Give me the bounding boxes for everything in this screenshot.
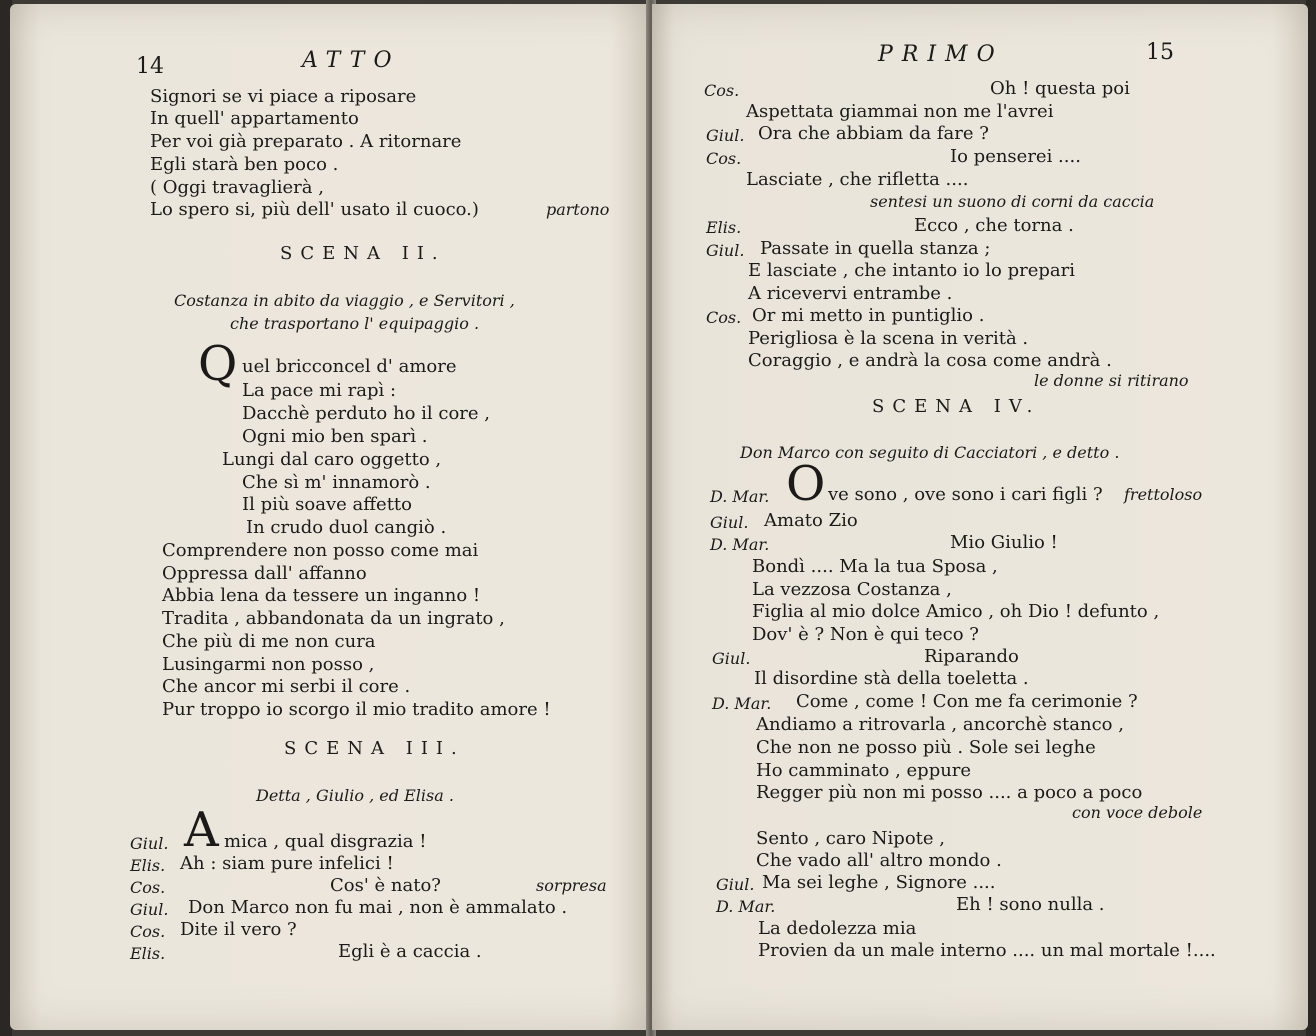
drop-initial: Q [198, 336, 238, 392]
dialogue-text: Aspettata giammai non me l'avrei [746, 101, 1054, 122]
text-line: ( Oggi travaglierà , [150, 177, 324, 198]
dialogue-text: Ma sei leghe , Signore .... [762, 872, 996, 893]
speaker-label: Giul. [716, 875, 755, 894]
speaker-label: D. Mar. [710, 487, 770, 506]
dialogue-text: Che vado all' altro mondo . [756, 850, 1002, 871]
dialogue-text: Passate in quella stanza ; [760, 238, 991, 259]
dialogue-text: Bondì .... Ma la tua Sposa , [752, 556, 998, 577]
dialogue-text: Provien da un male interno .... un mal mortale !.... [758, 940, 1216, 961]
verse-line: uel bricconcel d' amore [242, 356, 457, 377]
dialogue-text: Figlia al mio dolce Amico , oh Dio ! defunto , [752, 601, 1160, 622]
stage-direction: con voce debole [1072, 803, 1203, 822]
speaker-label: Cos. [130, 878, 166, 897]
stage-direction: sentesi un suono di corni da caccia [870, 192, 1155, 211]
verse-line: Il più soave affetto [242, 494, 413, 515]
dialogue-text: Andiamo a ritrovarla , ancorchè stanco , [756, 714, 1124, 735]
dialogue-text: Che non ne posso più . Sole sei leghe [756, 737, 1096, 758]
running-head-left: ATTO [302, 48, 401, 73]
scene-title: SCENA III. [284, 738, 465, 759]
verse-line: La pace mi rapì : [242, 380, 397, 401]
text-line: Oppressa dall' affanno [162, 563, 367, 584]
dialogue-text: Mio Giulio ! [950, 532, 1058, 553]
drop-initial: O [786, 456, 826, 512]
scene-description: che trasportano l' equipaggio . [230, 314, 480, 333]
scene-description: Don Marco con seguito di Cacciatori , e detto . [740, 443, 1120, 462]
text-line: Abbia lena da tessere un inganno ! [162, 585, 481, 606]
dialogue-text: Coraggio , e andrà la cosa come andrà . [748, 350, 1112, 371]
speaker-label: Cos. [704, 81, 740, 100]
text-line: Che ancor mi serbi il core . [162, 676, 411, 697]
speaker-label: D. Mar. [710, 535, 770, 554]
dialogue-text: Il disordine stà della toeletta . [754, 668, 1029, 689]
dialogue-text: Cos' è nato? [330, 875, 441, 896]
speaker-label: Giul. [712, 649, 751, 668]
dialogue-text: Amato Zio [764, 510, 858, 531]
stage-direction: partono [546, 200, 610, 219]
text-line: Lusingarmi non posso , [162, 654, 375, 675]
text-line: Per voi già preparato . A ritornare [150, 131, 462, 152]
dialogue-text: Regger più non mi posso .... a poco a poco [756, 782, 1143, 803]
text-line: Che più di me non cura [162, 631, 376, 652]
dialogue-text: Dov' è ? Non è qui teco ? [752, 624, 979, 645]
speaker-label: Giul. [706, 241, 745, 260]
scene-description: Costanza in abito da viaggio , e Servitori , [174, 291, 515, 310]
verse-line: Lungi dal caro oggetto , [222, 449, 442, 470]
speaker-label: Cos. [706, 308, 742, 327]
dialogue-text: Ora che abbiam da fare ? [758, 123, 989, 144]
dialogue-text: Oh ! questa poi [990, 78, 1130, 99]
dialogue-text: ve sono , ove sono i cari figli ? [828, 484, 1103, 505]
scene-description: Detta , Giulio , ed Elisa . [256, 786, 454, 805]
dialogue-text: E lasciate , che intanto io lo prepari [748, 260, 1075, 281]
text-line: Pur troppo io scorgo il mio tradito amore ! [162, 699, 551, 720]
text-line: Signori se vi piace a riposare [150, 86, 417, 107]
stage-direction: le donne si ritirano [1034, 371, 1189, 390]
speaker-label: Cos. [130, 922, 166, 941]
text-line: Comprendere non posso come mai [162, 540, 479, 561]
dialogue-text: La dedolezza mia [758, 918, 917, 939]
dialogue-text: Ho camminato , eppure [756, 760, 972, 781]
dialogue-text: Eh ! sono nulla . [956, 894, 1105, 915]
speaker-label: Elis. [130, 944, 166, 963]
page-number-right: 15 [1146, 40, 1174, 65]
speaker-label: Giul. [130, 834, 169, 853]
scene-title: SCENA IV. [872, 396, 1041, 417]
speaker-label: Elis. [130, 856, 166, 875]
dialogue-text: Io penserei .... [950, 146, 1081, 167]
dialogue-text: Don Marco non fu mai , non è ammalato . [188, 897, 568, 918]
stage-direction: frettoloso [1124, 485, 1203, 504]
verse-line: In crudo duol cangiò . [246, 517, 447, 538]
speaker-label: D. Mar. [716, 897, 776, 916]
dialogue-text: Sento , caro Nipote , [756, 828, 945, 849]
text-line: In quell' appartamento [150, 108, 359, 129]
running-head-right: PRIMO [878, 42, 1004, 67]
dialogue-text: La vezzosa Costanza , [752, 579, 952, 600]
text-line: Lo spero si, più dell' usato il cuoco.) [150, 199, 479, 220]
dialogue-text: Ecco , che torna . [914, 215, 1074, 236]
verse-line: Che sì m' innamorò . [242, 472, 431, 493]
speaker-label: Cos. [706, 149, 742, 168]
verse-line: Dacchè perduto ho il core , [242, 403, 490, 424]
dialogue-text: Perigliosa è la scena in verità . [748, 328, 1029, 349]
speaker-label: Giul. [710, 513, 749, 532]
dialogue-text: Ah : siam pure infelici ! [180, 853, 394, 874]
speaker-label: D. Mar. [712, 694, 772, 713]
dialogue-text: mica , qual disgrazia ! [224, 831, 427, 852]
verse-line: Ogni mio ben sparì . [242, 426, 428, 447]
dialogue-text: Lasciate , che rifletta .... [746, 169, 969, 190]
text-line: Tradita , abbandonata da un ingrato , [162, 608, 505, 629]
dialogue-text: Dite il vero ? [180, 919, 297, 940]
scene-title: SCENA II. [280, 243, 446, 264]
dialogue-text: Egli è a caccia . [338, 941, 482, 962]
speaker-label: Giul. [706, 126, 745, 145]
dialogue-text: Come , come ! Con me fa cerimonie ? [796, 691, 1138, 712]
dialogue-text: Riparando [924, 646, 1019, 667]
speaker-label: Elis. [706, 218, 742, 237]
speaker-label: Giul. [130, 900, 169, 919]
text-line: Egli starà ben poco . [150, 154, 339, 175]
dialogue-text: A ricevervi entrambe . [748, 283, 953, 304]
dialogue-text: Or mi metto in puntiglio . [752, 305, 985, 326]
stage-direction: sorpresa [536, 876, 607, 895]
drop-initial: A [184, 802, 219, 858]
page-number-left: 14 [136, 54, 164, 79]
